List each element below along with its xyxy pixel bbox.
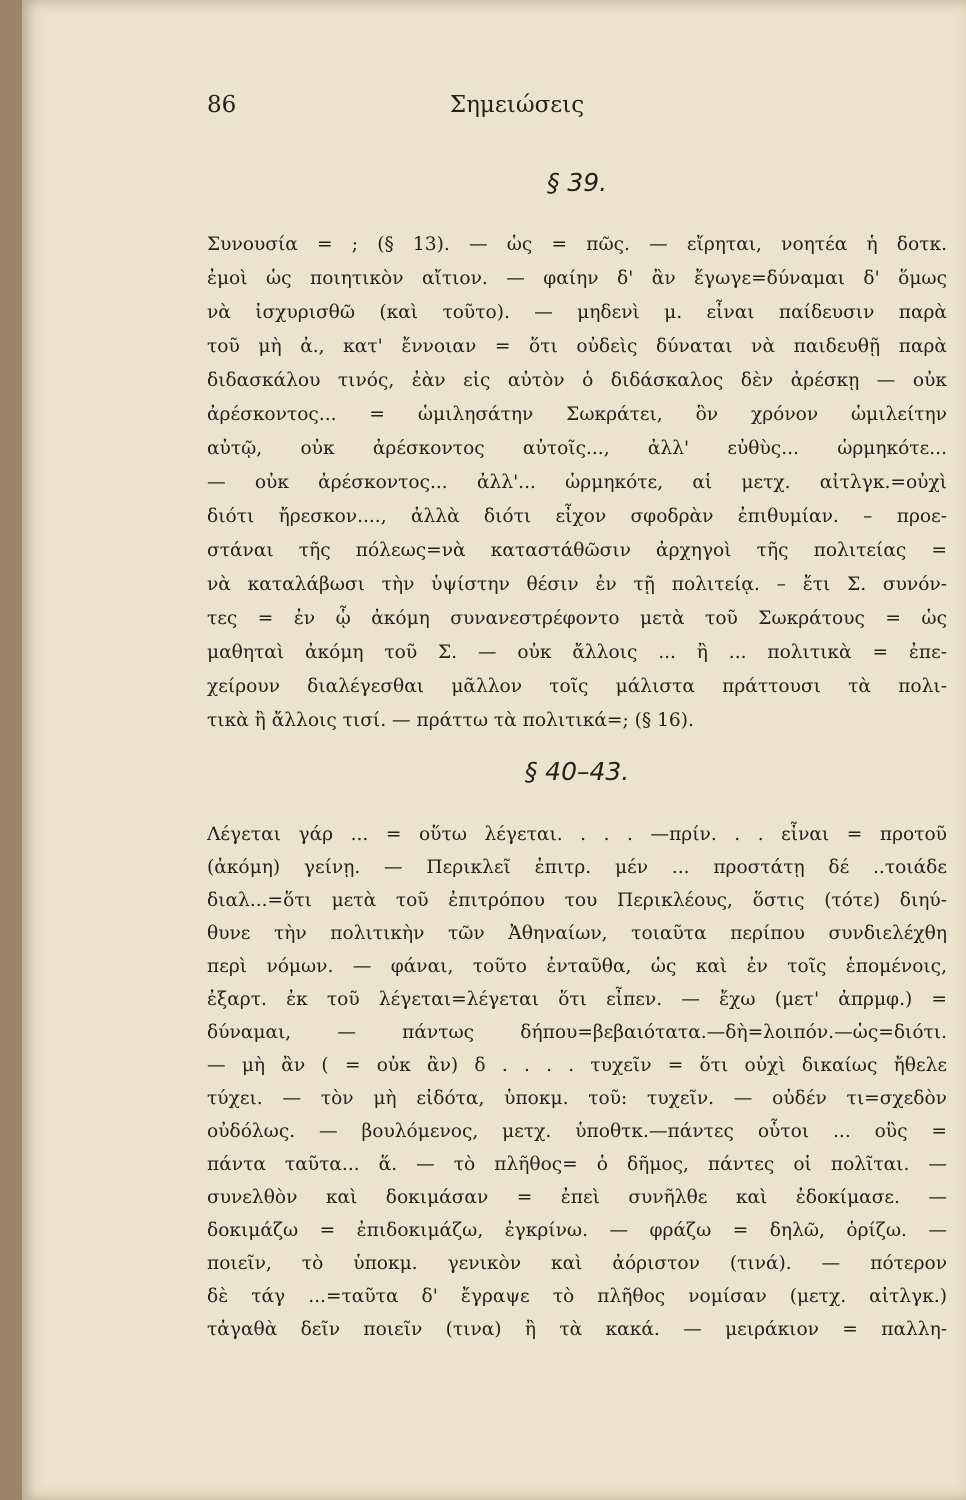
text-line: — οὐκ ἀρέσκοντος... ἀλλ'... ὡρμηκότε, αἱ μετχ. αἰτλγκ.=οὐχὶ	[207, 472, 947, 493]
text-line: αὐτῷ, οὐκ ἀρέσκοντος αὐτοῖς..., ἀλλ' εὐθὺς... ὡρμηκότε...	[207, 438, 947, 459]
text-line: οὐδόλως. — βουλόμενος, μετχ. ὑποθτκ.—πάντες οὗτοι ... οὓς =	[207, 1121, 947, 1142]
book-page	[22, 0, 966, 1500]
text-line: διδασκάλου τινός, ἐὰν εἰς αὐτὸν ὁ διδάσκαλος δὲν ἀρέσκῃ — οὐκ	[207, 370, 947, 391]
text-line: θυνε τὴν πολιτικὴν τῶν Ἀθηναίων, τοιαῦτα περίπου συνδιελέχθη	[207, 923, 947, 944]
text-line: χείρουν διαλέγεσθαι μᾶλλον τοῖς μάλιστα πράττουσι τὰ πολι-	[207, 676, 947, 697]
text-line: Συνουσία = ; (§ 13). — ὡς = πῶς. — εἴρηται, νοητέα ἡ δοτκ.	[207, 234, 947, 255]
text-line: δύναμαι, — πάντως δήπου=βεβαιότατα.—δὴ=λοιπόν.—ὡς=διότι.	[207, 1022, 947, 1043]
text-line: νὰ καταλάβωσι τὴν ὑψίστην θέσιν ἐν τῇ πολιτείᾳ. – ἔτι Σ. συνόν-	[207, 574, 947, 595]
text-line: τοῦ μὴ ἀ., κατ' ἔννοιαν = ὅτι οὐδεὶς δύναται νὰ παιδευθῇ παρὰ	[207, 336, 947, 357]
text-line: ἐμοὶ ὡς ποιητικὸν αἴτιον. — φαίην δ' ἂν ἔγωγε=δύναμαι δ' ὅμως	[207, 268, 947, 289]
text-line: τἀγαθὰ δεῖν ποιεῖν (τινα) ἢ τὰ κακά. — μειράκιον = παλλη-	[207, 1319, 947, 1340]
text-line: Λέγεται γάρ ... = οὕτω λέγεται. . . . —πρίν. . . εἶναι = προτοῦ	[207, 824, 947, 845]
text-line: πάντα ταῦτα... ἅ. — τὸ πλῆθος= ὁ δῆμος, πάντες οἱ πολῖται. —	[207, 1154, 947, 1175]
text-line: (ἀκόμη) γείνῃ. — Περικλεῖ ἐπιτρ. μέν ... προστάτῃ δέ ..τοιάδε	[207, 857, 947, 878]
text-line: διότι ἤρεσκον...., ἀλλὰ διότι εἶχον σφοδρὰν ἐπιθυμίαν. – προε-	[207, 506, 947, 527]
text-line: διαλ...=ὅτι μετὰ τοῦ ἐπιτρόπου του Περικλέους, ὅστις (τότε) διηύ-	[207, 890, 947, 911]
running-title: Σημειώσεις	[449, 92, 585, 118]
page-number: 86	[207, 92, 237, 118]
text-line: περὶ νόμων. — φάναι, τοῦτο ἐνταῦθα, ὡς καὶ ἐν τοῖς ἑπομένοις,	[207, 956, 947, 977]
text-line: ἐξαρτ. ἐκ τοῦ λέγεται=λέγεται ὅτι εἶπεν. — ἔχω (μετ' ἀπρμφ.) =	[207, 989, 947, 1010]
text-line: μαθηταὶ ἀκόμη τοῦ Σ. — οὐκ ἄλλοις ... ἢ ... πολιτικὰ = ἐπε-	[207, 642, 947, 663]
text-line: στάναι τῆς πόλεως=νὰ καταστάθῶσιν ἀρχηγοὶ τῆς πολιτείας =	[207, 540, 947, 561]
text-line: συνελθὸν καὶ δοκιμάσαν = ἐπεὶ συνῆλθε καὶ ἐδοκίμασε. —	[207, 1187, 947, 1208]
text-line: τικὰ ἢ ἄλλοις τισί. — πράττω τὰ πολιτικά=; (§ 16).	[207, 710, 694, 731]
text-line: δὲ τάγ ...=ταῦτα δ' ἔγραψε τὸ πλῆθος νομίσαν (μετχ. αἰτλγκ.)	[207, 1286, 947, 1307]
text-line: νὰ ἰσχυρισθῶ (καὶ τοῦτο). — μηδενὶ μ. εἶναι παίδευσιν παρὰ	[207, 302, 947, 323]
text-line: ἀρέσκοντος... = ὡμιλησάτην Σωκράτει, ὃν χρόνον ὡμιλείτην	[207, 404, 947, 425]
page-header	[207, 92, 947, 132]
text-line: — μὴ ἂν ( = οὐκ ἂν) δ . . . . τυχεῖν = ὅτι οὐχὶ δικαίως ἤθελε	[207, 1055, 947, 1076]
text-line: δοκιμάζω = ἐπιδοκιμάζω, ἐγκρίνω. — φράζω = δηλῶ, ὁρίζω. —	[207, 1220, 947, 1241]
section-heading: § 39.	[546, 168, 608, 197]
text-line: τύχει. — τὸν μὴ εἰδότα, ὑποκμ. τοῦ: τυχεῖν. — οὐδέν τι=σχεδὸν	[207, 1088, 947, 1109]
text-line: τες = ἐν ᾧ ἀκόμη συνανεστρέφοντο μετὰ τοῦ Σωκράτους = ὡς	[207, 608, 947, 629]
section-heading: § 40–43.	[524, 757, 630, 786]
text-line: ποιεῖν, τὸ ὑποκμ. γενικὸν καὶ ἀόριστον (τινά). — πότερον	[207, 1253, 947, 1274]
